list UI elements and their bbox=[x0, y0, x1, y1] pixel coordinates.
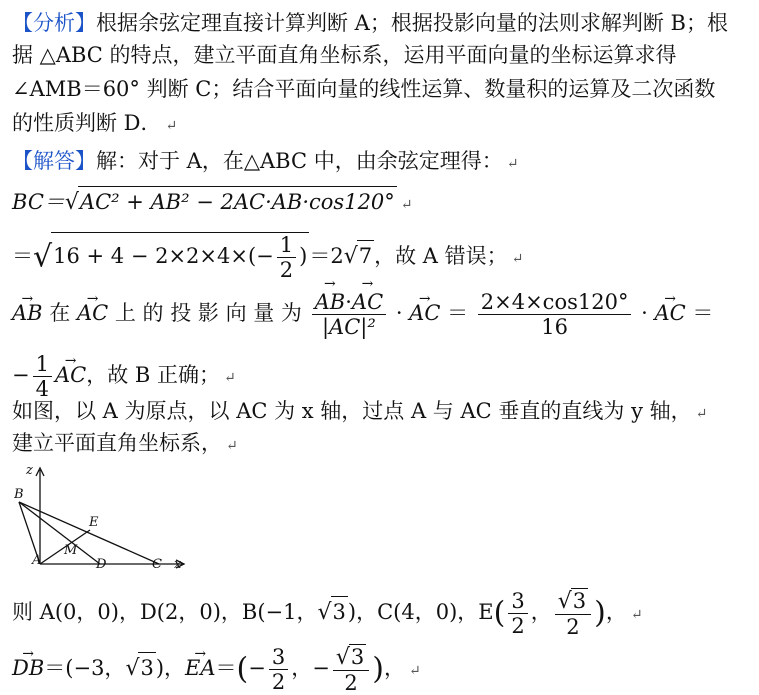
figure-setup-1: 如图，以 A 为原点，以 AC 为 x 轴，过点 A 与 AC 垂直的直线为 y 轴， ↵ bbox=[12, 399, 708, 423]
vectors-line: → DB＝(−3，√3)，→ EA＝(− $\frac{3}{2}$ ，− $\frac{√3}{2}$ )， ↵ bbox=[12, 644, 421, 695]
analysis-line-1: 【分析】根据余弦定理直接计算判断 A；根据投影向量的法则求解判断 B；根 bbox=[12, 11, 728, 35]
answer-intro: 【解答】解：对于 A，在△ABC 中，由余弦定理得： ↵ bbox=[12, 149, 519, 173]
projection-result: − $\frac{1}{4}$ → AC，故 B 正确； ↵ bbox=[12, 352, 236, 401]
answer-tag: 【解答】 bbox=[12, 149, 96, 173]
label-a: A bbox=[32, 553, 42, 568]
label-b: B bbox=[14, 487, 24, 502]
analysis-line-3: ∠AMB＝60° 判断 C；结合平面向量的线性运算、数量积的运算及二次函数 bbox=[12, 77, 716, 101]
triangle-diagram bbox=[14, 462, 214, 577]
analysis-tag: 【分析】 bbox=[12, 11, 96, 35]
figure-setup-2: 建立平面直角坐标系， ↵ bbox=[12, 431, 238, 455]
label-d: D bbox=[96, 557, 107, 572]
bc-formula: BC＝√AC² + AB² − 2AC·AB·cos120° ↵ bbox=[12, 186, 413, 220]
label-m: M bbox=[64, 543, 78, 558]
projection-line: → AB 在 → AC 上 的 投 影 向 量 为 → $\frac{AB\cdot\to AC}{\text{|AC|²}}$ · → AC ＝ $\frac{2\times 4\times\cos 120^\circ}{16}$ · → AC ＝ bbox=[12, 290, 713, 339]
label-e: E bbox=[89, 515, 99, 530]
coordinates-line: 则 A(0，0)，D(2，0)，B(−1，√3)，C(4，0)，E( $\frac{3}{2}$ ， $\frac{√3}{2}$ )， ↵ bbox=[12, 589, 643, 640]
analysis-line-2: 据 △ABC 的特点，建立平面直角坐标系，运用平面向量的坐标运算求得 bbox=[12, 43, 677, 67]
analysis-line-4: 的性质判断 D． ↵ bbox=[12, 111, 178, 135]
label-z: z bbox=[26, 463, 33, 478]
label-c: C bbox=[152, 557, 162, 572]
label-x: x bbox=[174, 557, 182, 572]
bc-value: ＝√16 + 4 − 2×2×4×(− $\frac{1}{2}$ )＝2√7，故 A 错误； ↵ bbox=[12, 233, 524, 283]
